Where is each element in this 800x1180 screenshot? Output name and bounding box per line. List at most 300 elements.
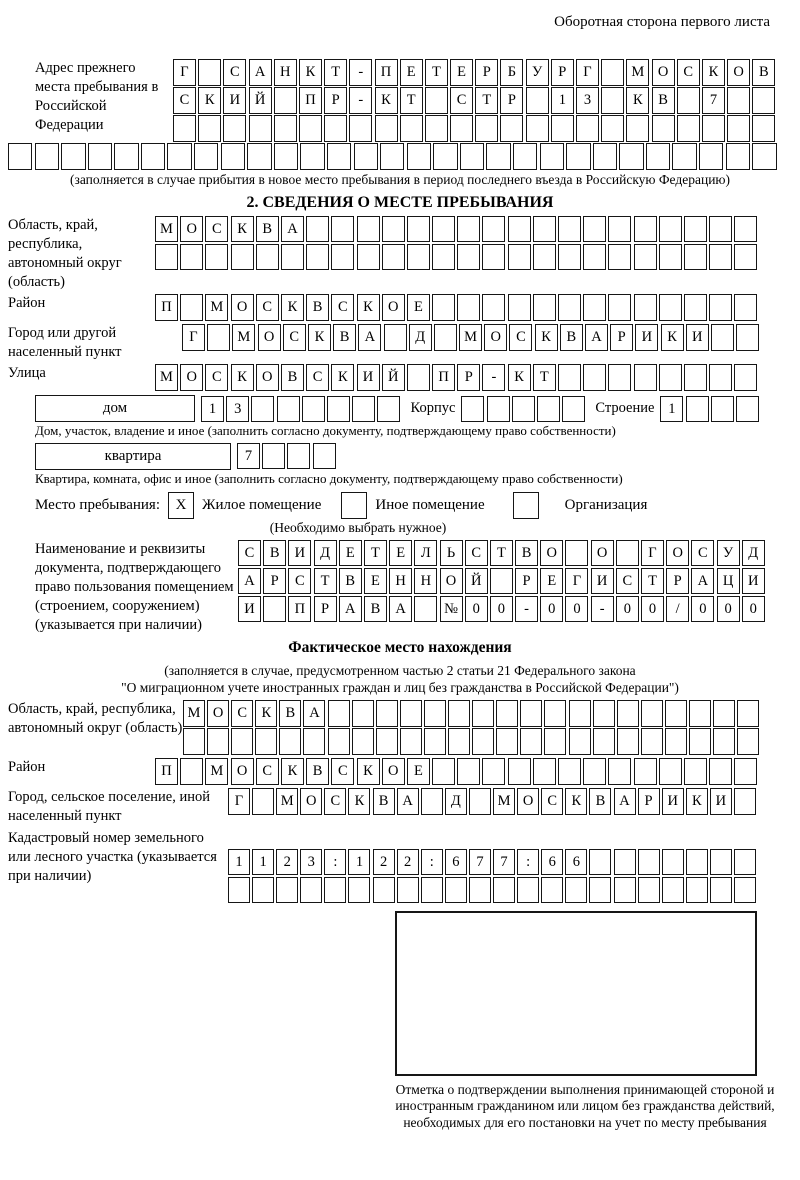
- char-box[interactable]: Й: [382, 364, 405, 391]
- char-box[interactable]: [303, 728, 325, 755]
- char-box[interactable]: [490, 568, 513, 595]
- char-box[interactable]: М: [459, 324, 482, 351]
- char-box[interactable]: [255, 728, 277, 755]
- char-box[interactable]: [281, 244, 304, 271]
- char-box[interactable]: О: [382, 294, 405, 321]
- char-box[interactable]: К: [702, 59, 725, 86]
- char-box[interactable]: [533, 244, 556, 271]
- char-box[interactable]: [461, 396, 484, 423]
- char-box[interactable]: В: [306, 758, 329, 785]
- char-box[interactable]: [194, 143, 218, 170]
- char-box[interactable]: Н: [274, 59, 297, 86]
- char-box[interactable]: [533, 294, 556, 321]
- char-box[interactable]: 0: [490, 596, 513, 623]
- char-box[interactable]: -: [482, 364, 505, 391]
- char-box[interactable]: [702, 115, 725, 142]
- char-box[interactable]: В: [279, 700, 301, 727]
- char-box[interactable]: [665, 728, 687, 755]
- char-box[interactable]: [262, 443, 285, 470]
- char-box[interactable]: [659, 758, 682, 785]
- char-box[interactable]: 0: [742, 596, 765, 623]
- char-box[interactable]: К: [281, 294, 304, 321]
- char-box[interactable]: В: [364, 596, 387, 623]
- char-box[interactable]: [583, 244, 606, 271]
- char-box[interactable]: 0: [616, 596, 639, 623]
- char-box[interactable]: [734, 294, 757, 321]
- char-box[interactable]: И: [686, 324, 709, 351]
- char-box[interactable]: [475, 115, 498, 142]
- char-box[interactable]: Т: [425, 59, 448, 86]
- char-box[interactable]: -: [515, 596, 538, 623]
- char-box[interactable]: [472, 728, 494, 755]
- char-box[interactable]: [306, 244, 329, 271]
- char-box[interactable]: 0: [465, 596, 488, 623]
- char-box[interactable]: [616, 540, 639, 567]
- char-box[interactable]: [421, 877, 443, 904]
- char-box[interactable]: [299, 115, 322, 142]
- char-box[interactable]: Е: [407, 758, 430, 785]
- char-box[interactable]: [407, 216, 430, 243]
- char-box[interactable]: В: [333, 324, 356, 351]
- char-box[interactable]: К: [661, 324, 684, 351]
- char-box[interactable]: [526, 87, 549, 114]
- char-box[interactable]: Й: [249, 87, 272, 114]
- char-box[interactable]: [684, 216, 707, 243]
- char-box[interactable]: [646, 143, 670, 170]
- char-box[interactable]: [689, 700, 711, 727]
- char-box[interactable]: [327, 396, 350, 423]
- char-box[interactable]: [247, 143, 271, 170]
- char-box[interactable]: [331, 244, 354, 271]
- char-box[interactable]: [400, 115, 423, 142]
- char-box[interactable]: [520, 728, 542, 755]
- char-box[interactable]: К: [231, 216, 254, 243]
- char-box[interactable]: [324, 115, 347, 142]
- char-box[interactable]: №: [440, 596, 463, 623]
- char-box[interactable]: 0: [717, 596, 740, 623]
- char-box[interactable]: О: [666, 540, 689, 567]
- char-box[interactable]: Ь: [440, 540, 463, 567]
- char-box[interactable]: П: [288, 596, 311, 623]
- char-box[interactable]: [641, 700, 663, 727]
- char-box[interactable]: С: [541, 788, 563, 815]
- char-box[interactable]: [433, 143, 457, 170]
- char-box[interactable]: [376, 700, 398, 727]
- char-box[interactable]: Б: [500, 59, 523, 86]
- char-box[interactable]: Д: [445, 788, 467, 815]
- char-box[interactable]: 2: [397, 849, 419, 876]
- char-box[interactable]: М: [155, 216, 178, 243]
- char-box[interactable]: [457, 216, 480, 243]
- char-box[interactable]: С: [205, 364, 228, 391]
- char-box[interactable]: [569, 700, 591, 727]
- char-box[interactable]: [274, 115, 297, 142]
- char-box[interactable]: [662, 877, 684, 904]
- char-box[interactable]: [558, 364, 581, 391]
- char-box[interactable]: [400, 700, 422, 727]
- char-box[interactable]: [425, 87, 448, 114]
- char-box[interactable]: К: [357, 758, 380, 785]
- char-box[interactable]: 3: [226, 396, 249, 423]
- char-box[interactable]: К: [255, 700, 277, 727]
- char-box[interactable]: С: [283, 324, 306, 351]
- char-box[interactable]: [634, 294, 657, 321]
- char-box[interactable]: [659, 216, 682, 243]
- char-box[interactable]: [526, 115, 549, 142]
- char-box[interactable]: И: [635, 324, 658, 351]
- char-box[interactable]: К: [686, 788, 708, 815]
- char-box[interactable]: М: [232, 324, 255, 351]
- char-box[interactable]: [424, 728, 446, 755]
- char-box[interactable]: [617, 700, 639, 727]
- char-box[interactable]: [709, 216, 732, 243]
- char-box[interactable]: Р: [475, 59, 498, 86]
- char-box[interactable]: [710, 849, 732, 876]
- char-box[interactable]: А: [358, 324, 381, 351]
- char-box[interactable]: С: [691, 540, 714, 567]
- char-box[interactable]: [352, 728, 374, 755]
- char-box[interactable]: К: [231, 364, 254, 391]
- char-box[interactable]: [711, 396, 734, 423]
- char-box[interactable]: [709, 364, 732, 391]
- char-box[interactable]: К: [198, 87, 221, 114]
- char-box[interactable]: Р: [638, 788, 660, 815]
- char-box[interactable]: [348, 877, 370, 904]
- char-box[interactable]: К: [299, 59, 322, 86]
- char-box[interactable]: [689, 728, 711, 755]
- char-box[interactable]: [659, 294, 682, 321]
- char-box[interactable]: [737, 728, 759, 755]
- char-box[interactable]: К: [308, 324, 331, 351]
- char-box[interactable]: О: [258, 324, 281, 351]
- char-box[interactable]: Т: [490, 540, 513, 567]
- char-box[interactable]: А: [389, 596, 412, 623]
- char-box[interactable]: [709, 758, 732, 785]
- char-box[interactable]: [686, 849, 708, 876]
- char-box[interactable]: В: [589, 788, 611, 815]
- char-box[interactable]: [61, 143, 85, 170]
- char-box[interactable]: [726, 143, 750, 170]
- char-box[interactable]: [752, 115, 775, 142]
- char-box[interactable]: /: [666, 596, 689, 623]
- char-box[interactable]: [558, 244, 581, 271]
- char-box[interactable]: [734, 758, 757, 785]
- char-box[interactable]: [684, 758, 707, 785]
- char-box[interactable]: [619, 143, 643, 170]
- char-box[interactable]: [274, 143, 298, 170]
- char-box[interactable]: [354, 143, 378, 170]
- char-box[interactable]: [88, 143, 112, 170]
- char-box[interactable]: [569, 728, 591, 755]
- char-box[interactable]: [432, 244, 455, 271]
- char-box[interactable]: [425, 115, 448, 142]
- char-box[interactable]: [558, 216, 581, 243]
- char-box[interactable]: [634, 216, 657, 243]
- char-box[interactable]: С: [306, 364, 329, 391]
- char-box[interactable]: К: [565, 788, 587, 815]
- char-box[interactable]: Н: [389, 568, 412, 595]
- char-box[interactable]: К: [331, 364, 354, 391]
- house-type-box[interactable]: дом: [35, 395, 195, 422]
- char-box[interactable]: Р: [314, 596, 337, 623]
- char-box[interactable]: [276, 877, 298, 904]
- char-box[interactable]: [472, 700, 494, 727]
- char-box[interactable]: [180, 244, 203, 271]
- char-box[interactable]: [377, 396, 400, 423]
- char-box[interactable]: 3: [576, 87, 599, 114]
- char-box[interactable]: [349, 115, 372, 142]
- char-box[interactable]: Д: [409, 324, 432, 351]
- char-box[interactable]: [375, 115, 398, 142]
- char-box[interactable]: Р: [324, 87, 347, 114]
- char-box[interactable]: [626, 115, 649, 142]
- char-box[interactable]: :: [324, 849, 346, 876]
- char-box[interactable]: Р: [457, 364, 480, 391]
- char-box[interactable]: [274, 87, 297, 114]
- char-box[interactable]: [231, 728, 253, 755]
- char-box[interactable]: 0: [565, 596, 588, 623]
- char-box[interactable]: 0: [540, 596, 563, 623]
- char-box[interactable]: [256, 244, 279, 271]
- char-box[interactable]: [713, 728, 735, 755]
- char-box[interactable]: [414, 596, 437, 623]
- char-box[interactable]: В: [560, 324, 583, 351]
- char-box[interactable]: С: [324, 788, 346, 815]
- char-box[interactable]: [617, 728, 639, 755]
- char-box[interactable]: Е: [364, 568, 387, 595]
- char-box[interactable]: [709, 294, 732, 321]
- char-box[interactable]: Е: [407, 294, 430, 321]
- char-box[interactable]: С: [223, 59, 246, 86]
- char-box[interactable]: Е: [389, 540, 412, 567]
- char-box[interactable]: Г: [576, 59, 599, 86]
- char-box[interactable]: [114, 143, 138, 170]
- char-box[interactable]: 0: [691, 596, 714, 623]
- char-box[interactable]: [487, 396, 510, 423]
- char-box[interactable]: [727, 115, 750, 142]
- char-box[interactable]: О: [591, 540, 614, 567]
- char-box[interactable]: А: [614, 788, 636, 815]
- char-box[interactable]: [482, 294, 505, 321]
- char-box[interactable]: [460, 143, 484, 170]
- char-box[interactable]: [513, 143, 537, 170]
- char-box[interactable]: 6: [541, 849, 563, 876]
- char-box[interactable]: Т: [324, 59, 347, 86]
- char-box[interactable]: С: [288, 568, 311, 595]
- char-box[interactable]: А: [238, 568, 261, 595]
- char-box[interactable]: [727, 87, 750, 114]
- char-box[interactable]: Р: [666, 568, 689, 595]
- char-box[interactable]: С: [256, 294, 279, 321]
- char-box[interactable]: В: [306, 294, 329, 321]
- char-box[interactable]: О: [652, 59, 675, 86]
- char-box[interactable]: [221, 143, 245, 170]
- char-box[interactable]: [252, 877, 274, 904]
- char-box[interactable]: [583, 216, 606, 243]
- char-box[interactable]: [324, 877, 346, 904]
- char-box[interactable]: [638, 877, 660, 904]
- char-box[interactable]: И: [591, 568, 614, 595]
- char-box[interactable]: [407, 143, 431, 170]
- char-box[interactable]: С: [509, 324, 532, 351]
- char-box[interactable]: К: [281, 758, 304, 785]
- char-box[interactable]: Т: [475, 87, 498, 114]
- char-box[interactable]: Т: [364, 540, 387, 567]
- char-box[interactable]: Т: [400, 87, 423, 114]
- apartment-type-box[interactable]: квартира: [35, 443, 231, 470]
- char-box[interactable]: [198, 59, 221, 86]
- char-box[interactable]: О: [540, 540, 563, 567]
- char-box[interactable]: Д: [742, 540, 765, 567]
- char-box[interactable]: [665, 700, 687, 727]
- char-box[interactable]: [686, 396, 709, 423]
- char-box[interactable]: Й: [465, 568, 488, 595]
- char-box[interactable]: [537, 396, 560, 423]
- char-box[interactable]: [734, 788, 756, 815]
- char-box[interactable]: [540, 143, 564, 170]
- char-box[interactable]: [35, 143, 59, 170]
- char-box[interactable]: [228, 877, 250, 904]
- char-box[interactable]: И: [288, 540, 311, 567]
- char-box[interactable]: [520, 700, 542, 727]
- char-box[interactable]: М: [276, 788, 298, 815]
- char-box[interactable]: [736, 324, 759, 351]
- char-box[interactable]: Л: [414, 540, 437, 567]
- char-box[interactable]: [382, 216, 405, 243]
- char-box[interactable]: [448, 728, 470, 755]
- char-box[interactable]: [249, 115, 272, 142]
- char-box[interactable]: [659, 364, 682, 391]
- char-box[interactable]: [684, 294, 707, 321]
- char-box[interactable]: [544, 728, 566, 755]
- char-box[interactable]: [593, 700, 615, 727]
- char-box[interactable]: [223, 115, 246, 142]
- char-box[interactable]: Р: [515, 568, 538, 595]
- char-box[interactable]: [589, 877, 611, 904]
- char-box[interactable]: [634, 758, 657, 785]
- char-box[interactable]: А: [281, 216, 304, 243]
- char-box[interactable]: -: [591, 596, 614, 623]
- char-box[interactable]: 2: [276, 849, 298, 876]
- char-box[interactable]: Е: [339, 540, 362, 567]
- char-box[interactable]: [608, 294, 631, 321]
- char-box[interactable]: [496, 700, 518, 727]
- char-box[interactable]: Т: [314, 568, 337, 595]
- char-box[interactable]: [686, 877, 708, 904]
- char-box[interactable]: Г: [228, 788, 250, 815]
- char-box[interactable]: Г: [173, 59, 196, 86]
- char-box[interactable]: С: [450, 87, 473, 114]
- stay-option-residential-checkbox[interactable]: X: [168, 492, 194, 519]
- char-box[interactable]: 1: [660, 396, 683, 423]
- char-box[interactable]: И: [357, 364, 380, 391]
- char-box[interactable]: [583, 364, 606, 391]
- char-box[interactable]: [155, 244, 178, 271]
- char-box[interactable]: [207, 728, 229, 755]
- char-box[interactable]: О: [517, 788, 539, 815]
- char-box[interactable]: [482, 244, 505, 271]
- char-box[interactable]: [583, 758, 606, 785]
- char-box[interactable]: О: [484, 324, 507, 351]
- char-box[interactable]: [482, 216, 505, 243]
- char-box[interactable]: [659, 244, 682, 271]
- char-box[interactable]: [699, 143, 723, 170]
- char-box[interactable]: С: [173, 87, 196, 114]
- char-box[interactable]: [205, 244, 228, 271]
- char-box[interactable]: 3: [300, 849, 322, 876]
- char-box[interactable]: 7: [702, 87, 725, 114]
- char-box[interactable]: [589, 849, 611, 876]
- char-box[interactable]: [533, 216, 556, 243]
- char-box[interactable]: И: [223, 87, 246, 114]
- char-box[interactable]: [608, 216, 631, 243]
- char-box[interactable]: [551, 115, 574, 142]
- char-box[interactable]: С: [331, 758, 354, 785]
- char-box[interactable]: [608, 758, 631, 785]
- char-box[interactable]: [167, 143, 191, 170]
- char-box[interactable]: В: [752, 59, 775, 86]
- char-box[interactable]: [486, 143, 510, 170]
- char-box[interactable]: С: [238, 540, 261, 567]
- char-box[interactable]: [397, 877, 419, 904]
- char-box[interactable]: Р: [500, 87, 523, 114]
- char-box[interactable]: Д: [314, 540, 337, 567]
- char-box[interactable]: М: [155, 364, 178, 391]
- char-box[interactable]: 1: [201, 396, 224, 423]
- char-box[interactable]: 7: [237, 443, 260, 470]
- char-box[interactable]: [614, 849, 636, 876]
- char-box[interactable]: [601, 87, 624, 114]
- char-box[interactable]: [496, 728, 518, 755]
- stay-option-other-checkbox[interactable]: [341, 492, 367, 519]
- char-box[interactable]: [313, 443, 336, 470]
- char-box[interactable]: [558, 758, 581, 785]
- char-box[interactable]: Г: [565, 568, 588, 595]
- char-box[interactable]: [352, 700, 374, 727]
- char-box[interactable]: В: [281, 364, 304, 391]
- char-box[interactable]: [457, 758, 480, 785]
- char-box[interactable]: А: [303, 700, 325, 727]
- char-box[interactable]: [352, 396, 375, 423]
- char-box[interactable]: [384, 324, 407, 351]
- char-box[interactable]: [380, 143, 404, 170]
- char-box[interactable]: У: [717, 540, 740, 567]
- char-box[interactable]: [736, 396, 759, 423]
- char-box[interactable]: [207, 324, 230, 351]
- char-box[interactable]: [424, 700, 446, 727]
- char-box[interactable]: С: [331, 294, 354, 321]
- char-box[interactable]: О: [300, 788, 322, 815]
- char-box[interactable]: [601, 59, 624, 86]
- char-box[interactable]: [445, 877, 467, 904]
- char-box[interactable]: К: [535, 324, 558, 351]
- char-box[interactable]: О: [180, 216, 203, 243]
- char-box[interactable]: -: [349, 87, 372, 114]
- char-box[interactable]: 1: [228, 849, 250, 876]
- char-box[interactable]: [469, 788, 491, 815]
- char-box[interactable]: [512, 396, 535, 423]
- char-box[interactable]: В: [652, 87, 675, 114]
- char-box[interactable]: О: [207, 700, 229, 727]
- char-box[interactable]: А: [397, 788, 419, 815]
- char-box[interactable]: [634, 364, 657, 391]
- char-box[interactable]: [565, 877, 587, 904]
- char-box[interactable]: 7: [469, 849, 491, 876]
- char-box[interactable]: В: [263, 540, 286, 567]
- char-box[interactable]: С: [465, 540, 488, 567]
- char-box[interactable]: [328, 728, 350, 755]
- char-box[interactable]: Е: [540, 568, 563, 595]
